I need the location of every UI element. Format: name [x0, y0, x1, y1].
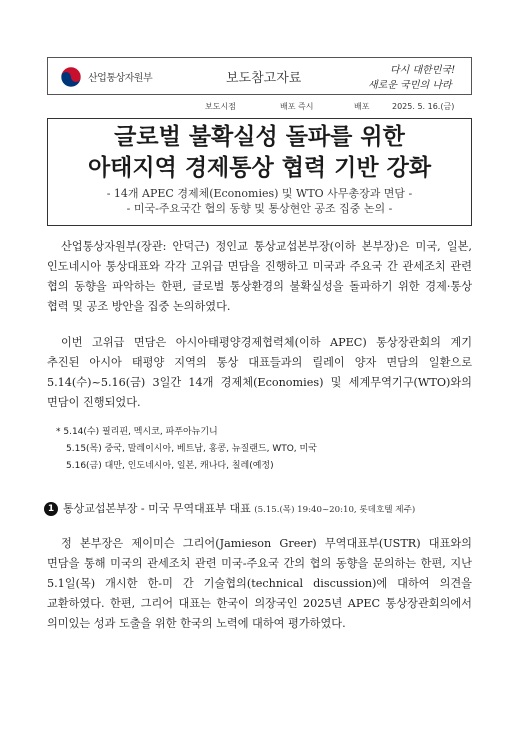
section-title: 통상교섭본부장 - 미국 무역대표부 대표 — [63, 502, 251, 515]
slogan-line-2: 새로운 국민의 나라 — [368, 80, 452, 91]
header-box — [47, 57, 472, 95]
document-type: 보도참고자료 — [226, 71, 302, 86]
schedule-note — [56, 424, 317, 475]
release-time-label: 보도시점 — [205, 102, 236, 111]
headline-line-1: 글로벌 불확실성 돌파를 위한 — [114, 124, 405, 150]
paragraph-2-text: 이번 고위급 면담은 아시아태평양경제협력체(이하 APEC) 통상장관회의 계기 추진된 아시아 태평양 지역의 통상 대표들과의 릴레이 양자 면담의 일환으로 5.14(수)~5.16(금) 3일간 14개 경제체(Economies) 및 세계무역기구(WTO)와의 면담이 진행되었다. — [47, 336, 472, 409]
slogan-line-1: 다시 대한민국! — [390, 65, 456, 76]
section-meta: (5.15.(목) 19:40~20:10, 롯데호텔 제주) — [254, 505, 416, 515]
paragraph-3 — [47, 534, 472, 634]
schedule-note-line: 5.15(목) 중국, 말레이시아, 베트남, 홍콩, 뉴질랜드, WTO, 미국 — [66, 444, 317, 454]
release-date-label: 배포 — [354, 102, 370, 111]
handwritten-slogan — [364, 60, 464, 92]
headline-line-2: 아태지역 경제통상 협력 기반 강화 — [87, 155, 432, 181]
title-box — [47, 118, 472, 226]
schedule-note-line: * 5.14(수) 필리핀, 멕시코, 파푸아뉴기니 — [56, 427, 218, 437]
paragraph-1 — [47, 237, 472, 317]
release-time-value: 배포 즉시 — [280, 102, 314, 111]
section-heading-1 — [44, 500, 474, 516]
subtitle-line-1: - 14개 APEC 경제체(Economies) 및 WTO 사무총장과 면담 - — [106, 187, 413, 200]
paragraph-3-text: 정 본부장은 제이미슨 그리어(Jamieson Greer) 무역대표부(USTR) 대표와의 면담을 통해 미국의 관세조치 관련 미국-주요국 간의 협의 동향을 문의하는 한편, 지난 5.1일(목) 개시한 한-미 간 기술협의(technical discussion)에 대하여 의견을 교환하였다. 한편, 그리어 대표는 한국이 의장국인 2025년 APEC 통상장관회의에서 의미있는 성과 도출을 위한 한국의 노력에 대하여 평가하였다. — [47, 537, 472, 630]
section-number-badge: 1 — [44, 502, 58, 516]
ministry-name: 산업통상자원부 — [88, 73, 153, 84]
subtitle-line-2: - 미국-주요국간 협의 동향 및 통상현안 공조 집중 논의 - — [126, 202, 393, 215]
schedule-note-line: 5.16(금) 대만, 인도네시아, 일본, 캐나다, 칠레(예정) — [66, 461, 274, 471]
paragraph-2 — [47, 333, 472, 413]
taegeuk-logo-icon — [60, 66, 82, 88]
paragraph-1-text: 산업통상자원부(장관: 안덕근) 정인교 통상교섭본부장(이하 본부장)은 미국, 일본, 인도네시아 통상대표와 각각 고위급 면담을 진행하고 미국과 주요국 간 관세조치 관련 협의 동향을 파악하는 한편, 글로벌 통상환경의 불확실성을 돌파하기 위한 경제·통상 협력 및 공조 방안을 집중 논의하였다. — [47, 240, 472, 313]
release-date-value: 2025. 5. 16.(금) — [392, 102, 455, 111]
